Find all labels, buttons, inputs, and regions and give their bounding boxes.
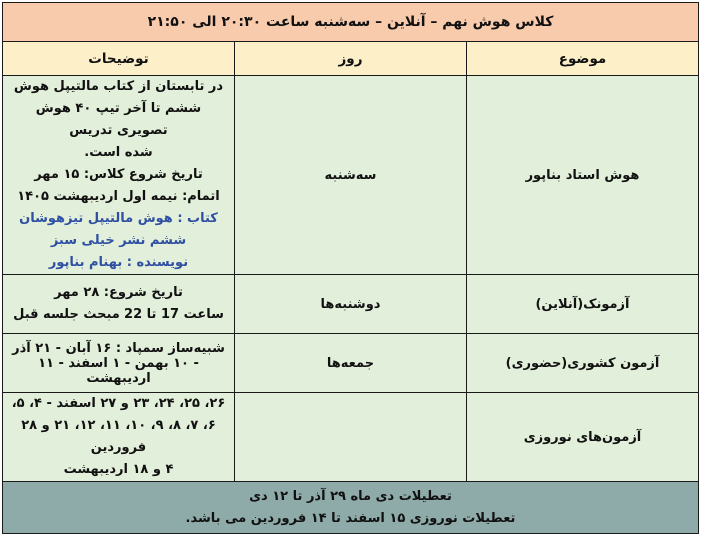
desc-line: ۲۶، ۲۵، ۲۴، ۲۳ و ۲۷ اسفند - ۴، ۵، ۶، ۷، ۸، ۹، ۱۰، ۱۱، ۱۲، ۲۱ و ۲۸ فروردین xyxy=(11,396,226,455)
footer-cell xyxy=(3,482,699,534)
footer-line: تعطیلات دی ماه ۲۹ آذر تا ۱۲ دی xyxy=(249,488,452,504)
table-row xyxy=(3,393,699,482)
table-title: کلاس هوش نهم – آنلاین – سه‌شنبه ساعت ۲۰:۳۰ الی ۲۱:۵۰ xyxy=(3,3,699,42)
row-topic: آزمونک(آنلاین) xyxy=(467,275,699,334)
desc-start: تاریخ شروع: ۲۸ مهر xyxy=(54,285,183,300)
row-topic: آزمون کشوری(حضوری) xyxy=(467,334,699,393)
desc-line: شده است. xyxy=(84,145,153,160)
schedule-table xyxy=(2,2,699,534)
title-row xyxy=(3,3,699,42)
header-desc: توضیحات xyxy=(3,42,235,76)
header-row xyxy=(3,42,699,76)
table-row xyxy=(3,275,699,334)
row-desc xyxy=(3,393,235,482)
desc-time: ساعت 17 تا 22 xyxy=(124,307,224,322)
header-topic: موضوع xyxy=(467,42,699,76)
book-line: کتاب : هوش مالتیپل تیزهوشان ششم نشر خیلی سبز xyxy=(19,211,218,248)
desc-line: تاریخ شروع کلاس: ۱۵ مهر xyxy=(34,167,203,182)
row-day xyxy=(235,393,467,482)
row-desc: شبیه‌ساز سمپاد : ۱۶ آبان - ۲۱ آذر - ۱۰ بهمن - ۱ اسفند - ۱۱ اردیبهشت xyxy=(3,334,235,393)
table-row xyxy=(3,334,699,393)
header-day: روز xyxy=(235,42,467,76)
row-topic: آزمون‌های نوروزی xyxy=(467,393,699,482)
row-desc xyxy=(3,76,235,275)
desc-time-scope xyxy=(11,304,226,326)
schedule-table-wrapper xyxy=(2,2,699,526)
row-day: دوشنبه‌ها xyxy=(235,275,467,334)
table-row xyxy=(3,76,699,275)
author-line: نویسنده : بهنام بناپور xyxy=(48,255,189,270)
desc-line: ۴ و ۱۸ اردیبهشت xyxy=(63,462,174,477)
row-desc xyxy=(3,275,235,334)
desc-line: در تابستان از کتاب مالتیپل هوش ششم تا آخر تیپ ۴۰ هوش تصویری تدریس xyxy=(13,79,224,138)
footer-row xyxy=(3,482,699,534)
footer-line: تعطیلات نوروزی ۱۵ اسفند تا ۱۴ فروردین می باشد. xyxy=(185,510,516,526)
row-topic: هوش استاد بناپور xyxy=(467,76,699,275)
row-day: جمعه‌ها xyxy=(235,334,467,393)
desc-line: اتمام: نیمه اول اردیبهشت ۱۴۰۵ xyxy=(17,189,220,204)
row-day: سه‌شنبه xyxy=(235,76,467,275)
desc-scope: مبحث جلسه قبل xyxy=(13,307,120,322)
